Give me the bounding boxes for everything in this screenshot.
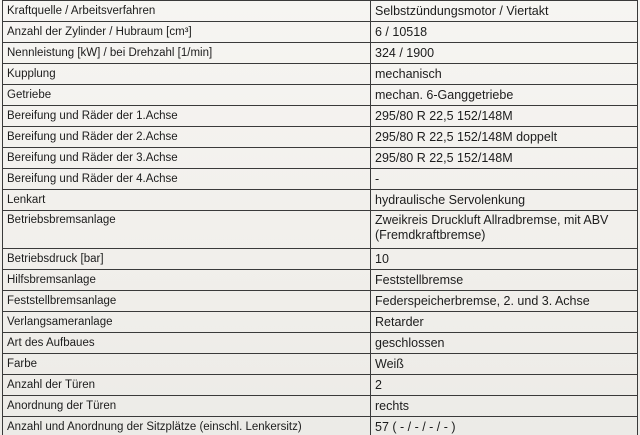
row-value: 6 / 10518 bbox=[371, 22, 638, 43]
row-value: hydraulische Servolenkung bbox=[371, 190, 638, 211]
table-row bbox=[3, 211, 638, 249]
table-row bbox=[3, 169, 638, 190]
row-value: - bbox=[371, 169, 638, 190]
row-value: 295/80 R 22,5 152/148M bbox=[371, 148, 638, 169]
row-label: Feststellbremsanlage bbox=[3, 291, 371, 312]
row-value: mechan. 6-Ganggetriebe bbox=[371, 85, 638, 106]
row-label: Anzahl der Zylinder / Hubraum [cm³] bbox=[3, 22, 371, 43]
row-value: 2 bbox=[371, 375, 638, 396]
table-row bbox=[3, 127, 638, 148]
row-value: geschlossen bbox=[371, 333, 638, 354]
table-row bbox=[3, 1, 638, 22]
table-row bbox=[3, 43, 638, 64]
table-row bbox=[3, 270, 638, 291]
row-label: Verlangsameranlage bbox=[3, 312, 371, 333]
row-label: Betriebsdruck [bar] bbox=[3, 249, 371, 270]
row-label: Bereifung und Räder der 2.Achse bbox=[3, 127, 371, 148]
row-label: Lenkart bbox=[3, 190, 371, 211]
row-label: Getriebe bbox=[3, 85, 371, 106]
row-value: Feststellbremse bbox=[371, 270, 638, 291]
row-value: 57 ( - / - / - / - ) bbox=[371, 417, 638, 435]
row-label: Art des Aufbaues bbox=[3, 333, 371, 354]
row-label: Betriebsbremsanlage bbox=[3, 211, 371, 249]
row-label: Anzahl der Türen bbox=[3, 375, 371, 396]
table-row bbox=[3, 417, 638, 435]
table-row bbox=[3, 354, 638, 375]
vehicle-spec-table bbox=[2, 0, 638, 435]
table-row bbox=[3, 333, 638, 354]
table-row bbox=[3, 396, 638, 417]
table-row bbox=[3, 148, 638, 169]
table-row bbox=[3, 249, 638, 270]
row-label: Bereifung und Räder der 1.Achse bbox=[3, 106, 371, 127]
row-label: Nennleistung [kW] / bei Drehzahl [1/min] bbox=[3, 43, 371, 64]
row-value: 295/80 R 22,5 152/148M bbox=[371, 106, 638, 127]
row-label: Bereifung und Räder der 3.Achse bbox=[3, 148, 371, 169]
row-value: Retarder bbox=[371, 312, 638, 333]
table-row bbox=[3, 312, 638, 333]
row-label: Kupplung bbox=[3, 64, 371, 85]
row-label: Bereifung und Räder der 4.Achse bbox=[3, 169, 371, 190]
row-label: Kraftquelle / Arbeitsverfahren bbox=[3, 1, 371, 22]
table-row bbox=[3, 22, 638, 43]
row-value: Weiß bbox=[371, 354, 638, 375]
row-value: 10 bbox=[371, 249, 638, 270]
row-value: 324 / 1900 bbox=[371, 43, 638, 64]
table-row bbox=[3, 291, 638, 312]
table-row bbox=[3, 64, 638, 85]
row-label: Hilfsbremsanlage bbox=[3, 270, 371, 291]
row-label: Farbe bbox=[3, 354, 371, 375]
row-value: mechanisch bbox=[371, 64, 638, 85]
table-row bbox=[3, 375, 638, 396]
table-row bbox=[3, 85, 638, 106]
row-value: 295/80 R 22,5 152/148M doppelt bbox=[371, 127, 638, 148]
row-value-multiline bbox=[371, 211, 638, 249]
row-label: Anzahl und Anordnung der Sitzplätze (einschl. Lenkersitz) bbox=[3, 417, 371, 435]
table-row bbox=[3, 190, 638, 211]
table-row bbox=[3, 106, 638, 127]
row-value: Selbstzündungsmotor / Viertakt bbox=[371, 1, 638, 22]
row-value-line: Zweikreis Druckluft Allradbremse, mit ABV bbox=[375, 213, 609, 227]
row-value-line: (Fremdkraftbremse) bbox=[375, 228, 486, 242]
row-value: rechts bbox=[371, 396, 638, 417]
row-value: Federspeicherbremse, 2. und 3. Achse bbox=[371, 291, 638, 312]
row-label: Anordnung der Türen bbox=[3, 396, 371, 417]
